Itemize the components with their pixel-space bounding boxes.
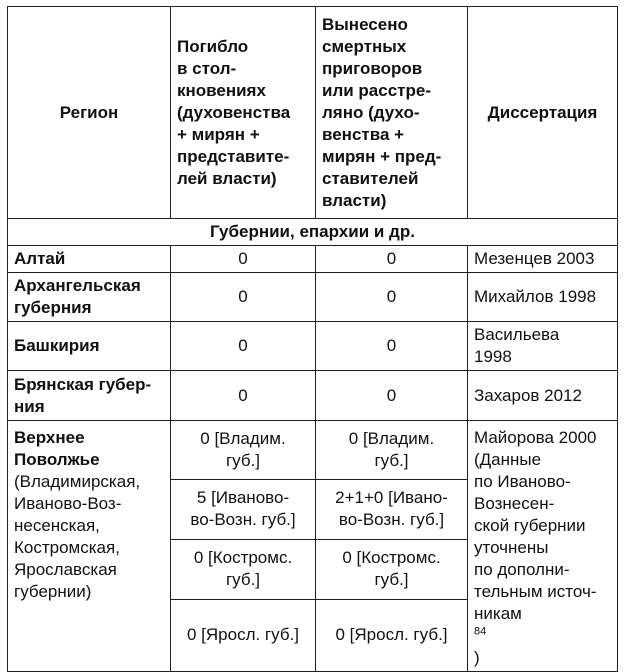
header-sentenced-line: Вынесено [322, 14, 408, 34]
region-cell [8, 322, 171, 371]
table-row [8, 246, 618, 273]
region-line: Алтай [14, 249, 66, 268]
table-row [8, 421, 618, 480]
dissertation-cell [468, 246, 618, 273]
dissertation-cell [468, 273, 618, 322]
dissertation-line: 1998 [474, 347, 512, 366]
region-note-line: Иваново-Воз- [14, 494, 122, 513]
section-title: Губернии, епархии и др. [8, 219, 618, 246]
killed-line: губ.] [225, 570, 261, 590]
killed-cell [171, 421, 316, 480]
header-sentenced-line: мирян + пред- [322, 146, 442, 166]
killed-cell: 0 [171, 246, 316, 273]
dissertation-line: Захаров 2012 [474, 385, 582, 405]
sentenced-cell: 0 [316, 273, 468, 322]
killed-cell [171, 479, 316, 539]
sentenced-cell: 0 [316, 246, 468, 273]
sentenced-cell: 0 [316, 322, 468, 371]
header-sentenced-line: приговоров [322, 58, 423, 78]
killed-cell: 0 [171, 273, 316, 322]
killed-cell [171, 539, 316, 599]
closing-paren: ) [474, 648, 480, 667]
region-line: Башкирия [14, 336, 100, 355]
region-note-line: (Владимирская, [14, 472, 141, 491]
header-dissertation: Диссертация [468, 7, 618, 219]
header-sentenced-line: власти) [322, 190, 387, 210]
sentenced-line: 2+1+0 [Ивано- [335, 488, 448, 508]
dissertation-line: Васильева [474, 325, 560, 344]
header-sentenced-line: ляно (духо- [322, 102, 420, 122]
header-region: Регион [8, 7, 171, 219]
region-line: Архангельская [14, 276, 141, 295]
killed-line: во-Возн. губ.] [190, 510, 296, 530]
sentenced-cell: 0 [316, 371, 468, 421]
dissertation-line: Михайлов 1998 [474, 287, 597, 306]
dissertation-cell [468, 322, 618, 371]
killed-cell [171, 599, 316, 671]
region-cell [8, 273, 171, 322]
killed-line: 0 [Владим. [200, 428, 286, 448]
table-row [8, 322, 618, 371]
header-row [8, 7, 618, 219]
sentenced-cell [316, 479, 468, 539]
dissertation-line: уточнены [474, 538, 549, 557]
sentenced-cell [316, 599, 468, 671]
region-note-line: губернии) [14, 582, 92, 601]
header-sentenced [316, 7, 468, 219]
header-killed-line: кновениях [177, 80, 266, 100]
sentenced-line: губ.] [374, 570, 409, 590]
region-line: Брянская губер- [14, 374, 152, 394]
region-note-line: Ярославская [14, 560, 117, 579]
region-note-line: Костромская, [14, 538, 120, 557]
region-line: Поволжье [14, 450, 100, 469]
header-killed-line: (духовенства [177, 102, 291, 122]
dissertation-line-last [474, 603, 611, 669]
sentenced-line: во-Возн. губ.] [338, 510, 445, 530]
dissertation-line: Вознесен- [474, 494, 555, 513]
dissertation-line: Мезенцев 2003 [474, 249, 595, 268]
header-sentenced-line: или расстре- [322, 80, 431, 100]
dissertation-line: тельным источ- [474, 582, 597, 601]
header-sentenced-line: венства + [322, 124, 405, 144]
killed-line: губ.] [225, 450, 261, 470]
dissertation-line: Майорова 2000 [474, 428, 597, 447]
dissertation-cell [468, 371, 618, 421]
dissertation-text: никам [474, 604, 522, 623]
killed-line: 0 [Яросл. губ.] [186, 625, 300, 645]
section-row [8, 219, 618, 246]
region-line: Верхнее [14, 428, 85, 447]
dissertation-cell-volga [468, 421, 618, 672]
header-killed-line: + мирян + [177, 124, 260, 144]
killed-line: 0 [Костромс. [193, 548, 293, 568]
sentenced-cell [316, 539, 468, 599]
region-line: губерния [14, 298, 92, 317]
sentenced-line: 0 [Яросл. губ.] [335, 625, 448, 645]
dissertation-table [7, 6, 618, 672]
header-killed-line: представите- [177, 146, 290, 166]
footnote-ref: 84 [474, 625, 487, 638]
region-cell [8, 371, 171, 421]
dissertation-line: (Данные [474, 450, 542, 469]
table-row [8, 273, 618, 322]
header-sentenced-line: смертных [322, 36, 407, 56]
sentenced-line: 0 [Костромс. [342, 548, 441, 568]
region-note-line: несенская, [14, 516, 100, 535]
table-row [8, 371, 618, 421]
dissertation-line: по Иваново- [474, 472, 571, 491]
region-cell-volga [8, 421, 171, 672]
killed-cell: 0 [171, 371, 316, 421]
sentenced-line: губ.] [374, 450, 409, 470]
dissertation-line: по дополни- [474, 560, 570, 579]
region-line: ния [14, 396, 45, 416]
header-killed-line: лей власти) [177, 168, 277, 188]
sentenced-line: 0 [Владим. [348, 428, 435, 448]
header-killed-line: в стол- [177, 58, 237, 78]
killed-line: 5 [Иваново- [196, 488, 290, 508]
region-cell [8, 246, 171, 273]
sentenced-cell [316, 421, 468, 480]
header-killed-line: Погибло [177, 36, 249, 56]
header-sentenced-line: ставителей [322, 168, 419, 188]
header-killed [171, 7, 316, 219]
killed-cell: 0 [171, 322, 316, 371]
dissertation-line: ской губернии [474, 516, 586, 535]
